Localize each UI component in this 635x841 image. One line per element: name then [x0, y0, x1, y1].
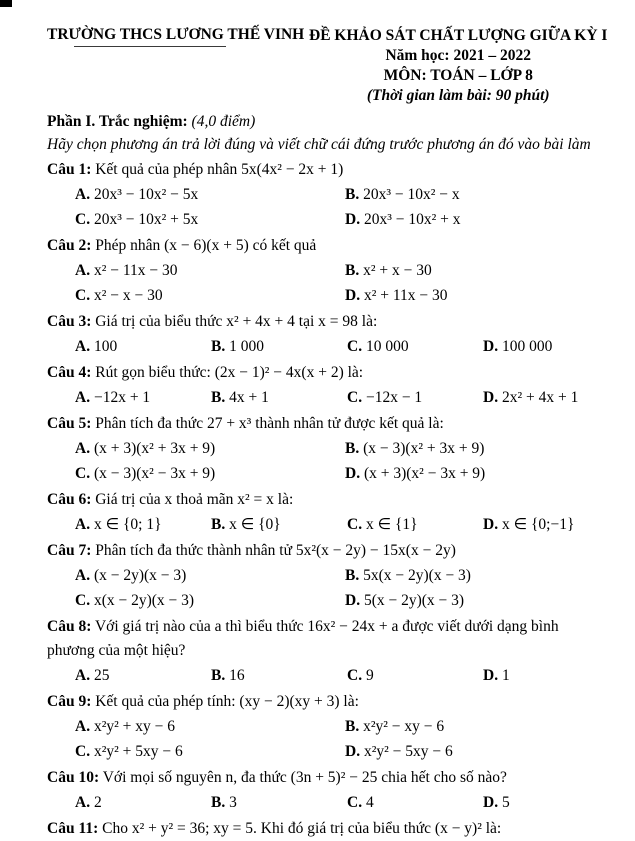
option-c	[347, 790, 483, 815]
option-text: 20x³ − 10x² − x	[363, 186, 460, 203]
option-key: C.	[347, 667, 363, 684]
option-key: B.	[345, 440, 360, 457]
section-points: (4,0 điểm)	[191, 113, 256, 130]
option-a	[75, 563, 345, 588]
question-label: Câu 4:	[47, 364, 92, 381]
option-text: x ∈ {0; 1}	[93, 516, 162, 533]
option-key: A.	[75, 667, 91, 684]
option-text: (x − 3)(x² + 3x + 9)	[363, 440, 485, 457]
option-d	[345, 461, 593, 486]
option-key: A.	[75, 794, 91, 811]
exam-header	[47, 14, 608, 106]
question-6	[47, 488, 593, 537]
option-a	[75, 334, 211, 359]
question-label: Câu 8:	[47, 618, 92, 635]
question-3	[47, 310, 593, 359]
option-key: D.	[345, 211, 361, 228]
question-10	[47, 766, 593, 815]
question-9-options	[47, 714, 593, 764]
option-text: x²y² + xy − 6	[93, 718, 175, 735]
option-a	[75, 182, 345, 207]
option-c	[347, 385, 483, 410]
option-text: 1	[501, 667, 510, 684]
option-key: D.	[345, 743, 361, 760]
option-text: 25	[93, 667, 110, 684]
question-text: Với giá trị nào của a thì biểu thức 16x² − 24x + a được viết dưới dạng bình phương của một hiệu?	[47, 618, 559, 659]
option-text: 16	[229, 667, 245, 684]
option-text: x² + 11x − 30	[363, 287, 448, 304]
option-key: B.	[345, 186, 360, 203]
question-label: Câu 2:	[47, 237, 92, 254]
question-2-line	[47, 234, 593, 258]
option-c	[75, 207, 345, 232]
option-b	[211, 385, 347, 410]
question-9-line	[47, 690, 593, 714]
option-key: D.	[483, 389, 499, 406]
option-b	[345, 436, 593, 461]
option-text: 20x³ − 10x² + x	[363, 211, 461, 228]
section-title	[47, 110, 593, 133]
option-c	[347, 334, 483, 359]
question-label: Câu 11:	[47, 820, 99, 837]
option-text: 20x³ − 10x² + 5x	[93, 211, 199, 228]
option-key: A.	[75, 718, 91, 735]
question-text: Với mọi số nguyên n, đa thức (3n + 5)² − 25 chia hết cho số nào?	[102, 769, 507, 786]
option-text: x²y² + 5xy − 6	[93, 743, 183, 760]
option-a	[75, 714, 345, 739]
option-text: 3	[229, 794, 237, 811]
question-3-options	[47, 334, 593, 359]
option-text: (x + 3)(x² + 3x + 9)	[93, 440, 216, 457]
question-11	[47, 817, 593, 841]
question-2-options	[47, 258, 593, 308]
option-d	[483, 512, 593, 537]
exam-title: ĐỀ KHẢO SÁT CHẤT LƯỢNG GIỮA KỲ I	[309, 27, 608, 44]
question-8-options	[47, 663, 593, 688]
question-5-line	[47, 412, 593, 436]
option-key: A.	[75, 338, 91, 355]
option-key: B.	[211, 338, 226, 355]
option-a	[75, 385, 211, 410]
question-label: Câu 6:	[47, 491, 92, 508]
option-text: 4	[365, 794, 374, 811]
option-key: C.	[75, 743, 91, 760]
option-key: C.	[347, 794, 363, 811]
option-text: 1 000	[229, 338, 264, 355]
option-c	[75, 588, 345, 613]
question-9	[47, 690, 593, 764]
question-6-line	[47, 488, 593, 512]
question-6-options	[47, 512, 593, 537]
option-text: x² − 11x − 30	[93, 262, 178, 279]
option-text: x ∈ {0}	[229, 516, 281, 533]
option-d	[483, 334, 593, 359]
question-label: Câu 10:	[47, 769, 100, 786]
option-b	[345, 714, 593, 739]
option-key: D.	[483, 338, 499, 355]
option-b	[211, 512, 347, 537]
question-1-line	[47, 158, 593, 182]
option-key: A.	[75, 389, 91, 406]
option-text: (x − 3)(x² − 3x + 9)	[93, 465, 216, 482]
option-text: 100 000	[501, 338, 553, 355]
question-text: Phân tích đa thức 27 + x³ thành nhân tử được kết quả là:	[95, 415, 444, 432]
option-key: B.	[345, 567, 360, 584]
option-c	[347, 512, 483, 537]
option-c	[75, 739, 345, 764]
option-c	[75, 283, 345, 308]
duration-line: (Thời gian làm bài: 90 phút)	[366, 87, 550, 104]
question-5-options	[47, 436, 593, 486]
option-text: x²y² − 5xy − 6	[363, 743, 453, 760]
option-key: B.	[211, 516, 226, 533]
option-key: B.	[211, 794, 226, 811]
question-label: Câu 3:	[47, 313, 92, 330]
option-text: x(x − 2y)(x − 3)	[93, 592, 195, 609]
school-underline	[74, 46, 226, 47]
option-text: (x − 2y)(x − 3)	[93, 567, 187, 584]
option-key: B.	[211, 667, 226, 684]
subject-line: MÔN: TOÁN – LỚP 8	[383, 67, 533, 84]
question-text: Rút gọn biểu thức: (2x − 1)² − 4x(x + 2) là:	[95, 364, 364, 381]
option-key: D.	[345, 592, 361, 609]
option-a	[75, 436, 345, 461]
question-4-line	[47, 361, 593, 385]
option-text: 20x³ − 10x² − 5x	[93, 186, 199, 203]
question-label: Câu 7:	[47, 542, 92, 559]
option-text: 5(x − 2y)(x − 3)	[363, 592, 465, 609]
scan-artifact	[0, 0, 12, 7]
question-11-line	[47, 817, 593, 841]
question-1-options	[47, 182, 593, 232]
question-text: Phân tích đa thức thành nhân tử 5x²(x − 2y) − 15x(x − 2y)	[95, 542, 456, 559]
option-key: A.	[75, 440, 91, 457]
option-d	[483, 790, 593, 815]
option-d	[345, 283, 593, 308]
question-label: Câu 9:	[47, 693, 92, 710]
option-key: A.	[75, 262, 91, 279]
question-7	[47, 539, 593, 613]
option-text: 9	[365, 667, 374, 684]
option-d	[345, 739, 593, 764]
option-b	[345, 258, 593, 283]
option-key: D.	[483, 794, 499, 811]
option-a	[75, 790, 211, 815]
option-text: 5x(x − 2y)(x − 3)	[363, 567, 471, 584]
question-text: Kết quả của phép tính: (xy − 2)(xy + 3) là:	[95, 693, 359, 710]
option-b	[211, 334, 347, 359]
header-title-block	[309, 14, 607, 106]
option-b	[211, 663, 347, 688]
option-text: −12x + 1	[93, 389, 151, 406]
option-key: C.	[347, 338, 363, 355]
option-d	[483, 663, 593, 688]
option-key: A.	[75, 567, 91, 584]
option-text: x² + x − 30	[363, 262, 432, 279]
section-label: Phần I. Trắc nghiệm:	[47, 113, 188, 130]
option-d	[483, 385, 593, 410]
question-5	[47, 412, 593, 486]
option-d	[345, 207, 593, 232]
option-b	[211, 790, 347, 815]
option-key: D.	[345, 465, 361, 482]
question-3-line	[47, 310, 593, 334]
option-c	[347, 663, 483, 688]
school-year: Năm học: 2021 – 2022	[385, 47, 531, 64]
header-school-block	[47, 14, 309, 47]
option-key: D.	[345, 287, 361, 304]
question-label: Câu 5:	[47, 415, 92, 432]
option-text: −12x − 1	[365, 389, 423, 406]
question-text: Phép nhân (x − 6)(x + 5) có kết quả	[95, 237, 317, 254]
option-key: C.	[75, 592, 91, 609]
option-text: x² − x − 30	[93, 287, 163, 304]
option-a	[75, 258, 345, 283]
option-b	[345, 182, 593, 207]
question-10-line	[47, 766, 593, 790]
option-key: C.	[347, 516, 363, 533]
question-8	[47, 615, 593, 688]
question-label: Câu 1:	[47, 161, 92, 178]
question-7-line	[47, 539, 593, 563]
option-key: C.	[75, 211, 91, 228]
question-8-line	[47, 615, 593, 663]
option-text: x ∈ {1}	[365, 516, 418, 533]
option-key: C.	[75, 287, 91, 304]
option-key: B.	[211, 389, 226, 406]
option-text: 5	[501, 794, 510, 811]
option-a	[75, 663, 211, 688]
option-key: C.	[75, 465, 91, 482]
instruction-text: Hãy chọn phương án trả lời đúng và viết chữ cái đứng trước phương án đó vào bài làm	[47, 136, 591, 153]
question-4-options	[47, 385, 593, 410]
option-c	[75, 461, 345, 486]
question-7-options	[47, 563, 593, 613]
option-b	[345, 563, 593, 588]
question-text: Kết quả của phép nhân 5x(4x² − 2x + 1)	[95, 161, 344, 178]
question-text: Cho x² + y² = 36; xy = 5. Khi đó giá trị của biểu thức (x − y)² là:	[102, 820, 502, 837]
question-2	[47, 234, 593, 308]
option-key: C.	[347, 389, 363, 406]
option-text: 4x + 1	[229, 389, 269, 406]
school-name: TRƯỜNG THCS LƯƠNG THẾ VINH	[47, 26, 305, 43]
option-text: 2x² + 4x + 1	[501, 389, 579, 406]
option-a	[75, 512, 211, 537]
question-text: Giá trị của x thoả mãn x² = x là:	[95, 491, 294, 508]
option-key: A.	[75, 186, 91, 203]
question-1	[47, 158, 593, 232]
option-key: A.	[75, 516, 91, 533]
option-text: 100	[93, 338, 118, 355]
option-key: B.	[345, 718, 360, 735]
option-text: x²y² − xy − 6	[363, 718, 445, 735]
option-key: D.	[483, 516, 499, 533]
option-key: D.	[483, 667, 499, 684]
option-text: x ∈ {0;−1}	[501, 516, 575, 533]
question-text: Giá trị của biểu thức x² + 4x + 4 tại x = 98 là:	[95, 313, 378, 330]
option-text: 2	[93, 794, 102, 811]
question-10-options	[47, 790, 593, 815]
option-d	[345, 588, 593, 613]
option-text: 10 000	[365, 338, 409, 355]
option-text: (x + 3)(x² − 3x + 9)	[363, 465, 486, 482]
question-4	[47, 361, 593, 410]
option-key: B.	[345, 262, 360, 279]
